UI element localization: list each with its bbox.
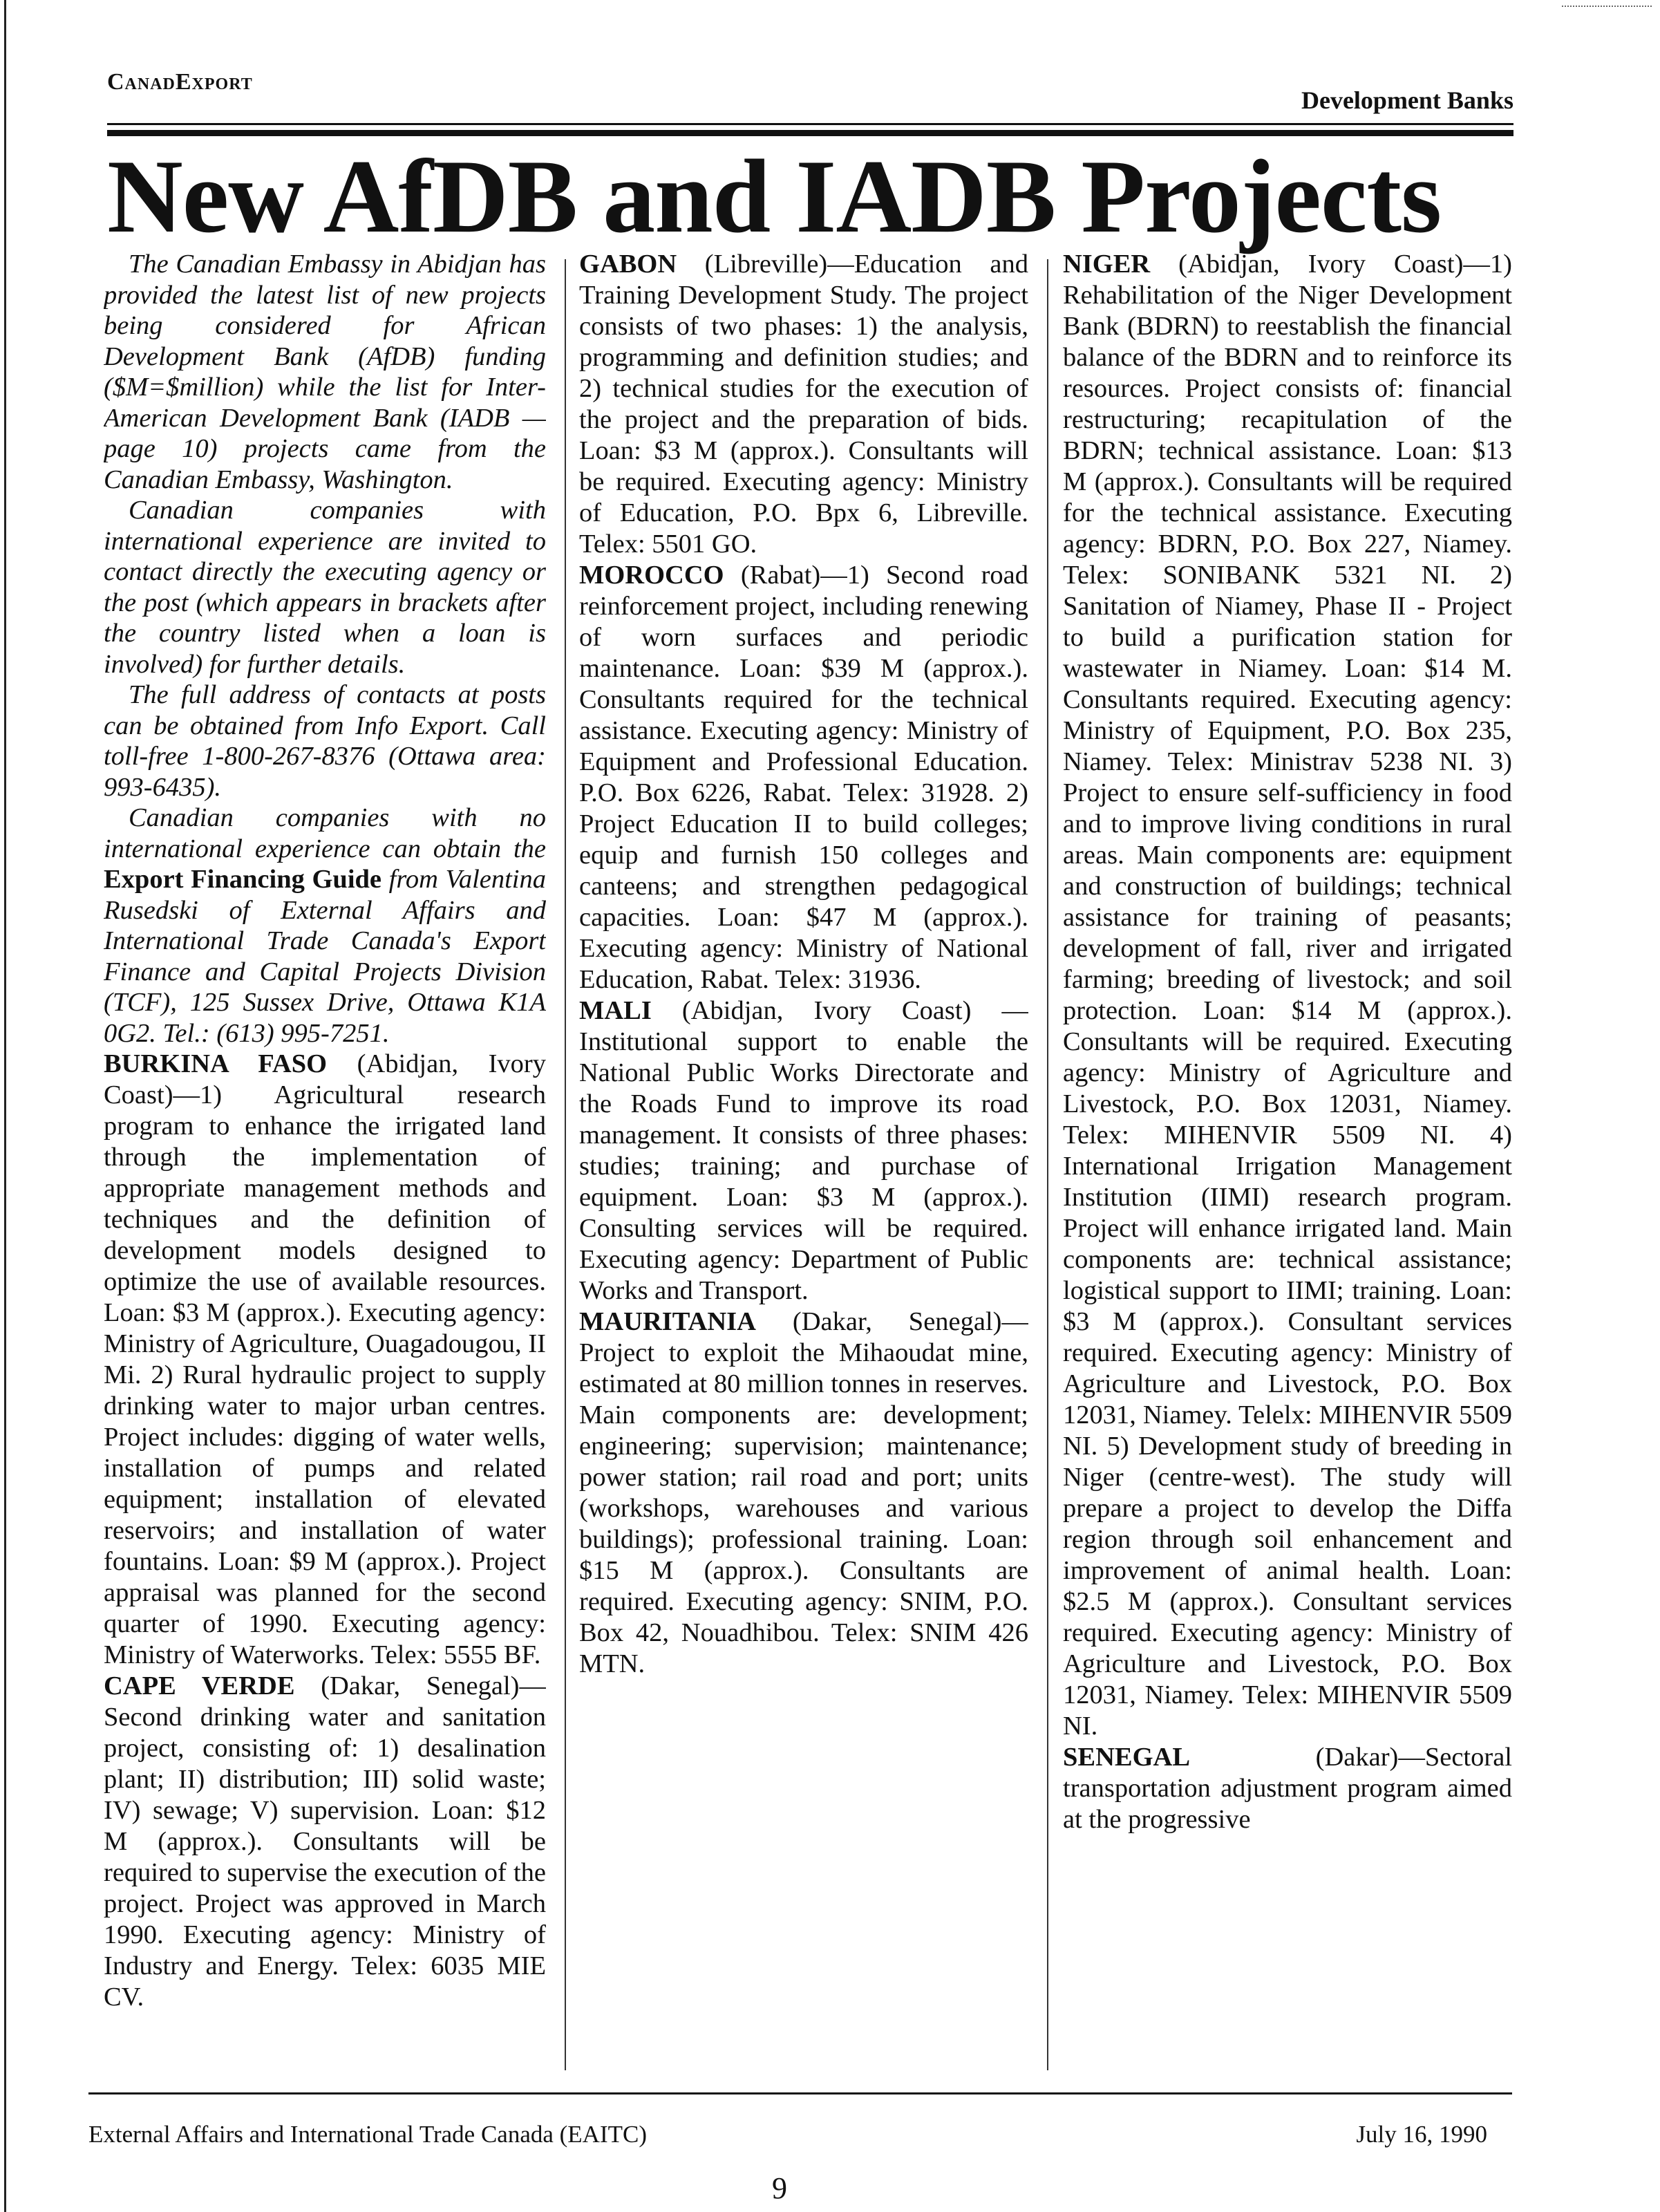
entry-cape-verde xyxy=(104,1671,546,2013)
page-edge-rule xyxy=(4,0,6,2212)
entry-text: (Rabat)—1) Second road reinforcement project, including renewing of worn surfaces and periodic maintenance. Loan: $39 M (approx.). Consultants required for the technical assistance. Executing agency: Ministry of Equipment and Professional Education. P.O. Box 6226, Rabat. Telex: 31928. 2) Project Education II to build colleges; equip and furnish 150 colleges and canteens; and strengthen pedagogical capacities. Loan: $47 M (approx.). Executing agency: Ministry of National Education, Rabat. Telex: 31936. xyxy=(579,561,1028,994)
column-right xyxy=(1063,249,1512,2081)
entry-text: (Dakar)—Sectoral transportation adjustment program aimed at the progressive xyxy=(1063,1743,1512,1834)
country-name: SENEGAL xyxy=(1063,1743,1191,1772)
column-divider xyxy=(1047,259,1048,2070)
intro-paragraph: Canadian companies with international experience are invited to contact directly the executing agency or the post (which appears in brackets after the country listed when a loan is involved) for further details. xyxy=(104,496,546,679)
column-middle xyxy=(579,249,1028,2081)
column-divider xyxy=(565,259,566,2070)
guide-title: Export Financing Guide xyxy=(104,865,382,894)
intro-text: Canadian companies with no international experience can obtain the xyxy=(104,803,546,863)
intro-paragraph xyxy=(104,803,546,1049)
entry-text: (Dakar, Senegal)—Second drinking water and sanitation project, consisting of: 1) desalination plant; II) distribution; III) solid waste; IV) sewage; V) supervision. Loan: $12 M (approx.). Consultants will be required to supervise the execution of the project. Project was approved in March 1990. Executing agency: Ministry of Industry and Energy. Telex: 6035 MIE CV. xyxy=(104,1671,546,2012)
entry-mauritania xyxy=(579,1306,1028,1680)
page-number: 9 xyxy=(772,2171,787,2205)
country-name: MALI xyxy=(579,996,652,1025)
intro-paragraph: The Canadian Embassy in Abidjan has provided the latest list of new projects being considered for African Development Bank (AfDB) funding ($M=$million) while the list for Inter-American Development Bank (IADB — page 10) projects came from the Canadian Embassy, Washington. xyxy=(104,250,546,494)
country-name: NIGER xyxy=(1063,250,1151,279)
entry-text: (Abidjan, Ivory Coast)—1) Agricultural research program to enhance the irrigated land through the implementation of appropriate management methods and techniques and the definition of development models designed to optimize the use of available resources. Loan: $3 M (approx.). Executing agency: Ministry of Agriculture, Ouagadougou, II Mi. 2) Rural hydraulic project to supply drinking water to major urban centres. Project includes: digging of water wells, installation of pumps and related equipment; installation of elevated reservoirs; and installation of water fountains. Loan: $9 M (approx.). Project appraisal was planned for the second quarter of 1990. Executing agency: Ministry of Waterworks. Telex: 5555 BF. xyxy=(104,1049,546,1669)
entry-burkina-faso xyxy=(104,1049,546,1671)
country-name: MAURITANIA xyxy=(579,1307,756,1336)
footer-date: July 16, 1990 xyxy=(1356,2121,1487,2148)
country-name: CAPE VERDE xyxy=(104,1671,295,1700)
intro-text: from Valentina Rusedski of External Affairs and International Trade Canada's Export Finance and Capital Projects Division (TCF), 125 Sussex Drive, Ottawa K1A 0G2. Tel.: (613) 995-7251. xyxy=(104,865,546,1048)
section-title: Development Banks xyxy=(1301,86,1513,114)
footer-rule xyxy=(88,2092,1512,2094)
footer-publisher: External Affairs and International Trade Canada (EAITC) xyxy=(88,2121,647,2148)
country-name: GABON xyxy=(579,250,677,279)
header-rule-thin xyxy=(107,123,1513,125)
entry-text: (Abidjan, Ivory Coast)—1) Rehabilitation of the Niger Development Bank (BDRN) to reestablish the financial balance of the BDRN and to reinforce its resources. Project consists of: financial restructuring; recapitulation of the BDRN; technical assistance. Loan: $13 M (approx.). Consultants will be required for the technical assistance. Executing agency: BDRN, P.O. Box 227, Niamey. Telex: SONIBANK 5321 NI. 2) Sanitation of Niamey, Phase II - Project to build a purification station for wastewater in Niamey. Loan: $14 M. Consultants required. Executing agency: Ministry of Equipment, P.O. Box 235, Niamey. Telex: Ministrav 5238 NI. 3) Project to ensure self-sufficiency in food and to improve living conditions in rural areas. Main components are: equipment and construction of buildings; technical assistance for training of peasants; development of fall, river and irrigated farming; breeding of livestock; and soil protection. Loan: $14 M (approx.). Consultants will be required. Executing agency: Ministry of Agriculture and Livestock, P.O. Box 12031, Niamey. Telex: MIHENVIR 5509 NI. 4) International Irrigation Management Institution (IIMI) research program. Project will enhance irrigated land. Main components are: technical assistance; logistical support to IIMI; training. Loan: $3 M (approx.). Consultant services required. Executing agency: Ministry of Agriculture and Livestock, P.O. Box 12031, Niamey. Telelx: MIHENVIR 5509 NI. 5) Development study of breeding in Niger (centre-west). The study will prepare a project to develop the Diffa region through soil enhancement and improvement of animal health. Loan: $2.5 M (approx.). Consultant services required. Executing agency: Ministry of Agriculture and Livestock, P.O. Box 12031, Niamey. Telex: MIHENVIR 5509 NI. xyxy=(1063,250,1512,1741)
column-left xyxy=(104,249,546,2081)
entry-niger xyxy=(1063,249,1512,1742)
entry-text: (Dakar, Senegal)—Project to exploit the Mihaoudat mine, estimated at 80 million tonnes in reserves. Main components are: development; engineering; supervision; maintenance; power station; rail road and port; units (workshops, warehouses and various buildings); professional training. Loan: $15 M (approx.). Consultants are required. Executing agency: SNIM, P.O. Box 42, Nouadhibou. Telex: SNIM 426 MTN. xyxy=(579,1307,1028,1678)
header-rule-thick xyxy=(107,130,1513,136)
entry-text: (Libreville)—Education and Training Development Study. The project consists of two phases: 1) the analysis, programming and definition studies; and 2) technical studies for the execution of the project and the preparation of bids. Loan: $3 M (approx.). Consultants will be required. Executing agency: Ministry of Education, P.O. Bpx 6, Libreville. Telex: 5501 GO. xyxy=(579,250,1028,559)
masthead: CanadExport xyxy=(107,69,253,95)
scan-artifact xyxy=(1562,6,1652,7)
entry-gabon xyxy=(579,249,1028,560)
intro-block xyxy=(104,249,546,1049)
country-name: MOROCCO xyxy=(579,561,724,590)
entry-morocco xyxy=(579,560,1028,995)
headline: New AfDB and IADB Projects xyxy=(107,138,1442,254)
entry-text: (Abidjan, Ivory Coast) — Institutional support to enable the National Public Works Directorate and the Roads Fund to improve its road management. It consists of three phases: studies; training; and purchase of equipment. Loan: $3 M (approx.). Consulting services will be required. Executing agency: Department of Public Works and Transport. xyxy=(579,996,1028,1305)
entry-mali xyxy=(579,995,1028,1306)
entry-senegal xyxy=(1063,1742,1512,1835)
intro-paragraph: The full address of contacts at posts can be obtained from Info Export. Call toll-free 1-800-267-8376 (Ottawa area: 993-6435). xyxy=(104,680,546,802)
country-name: BURKINA FASO xyxy=(104,1049,328,1078)
